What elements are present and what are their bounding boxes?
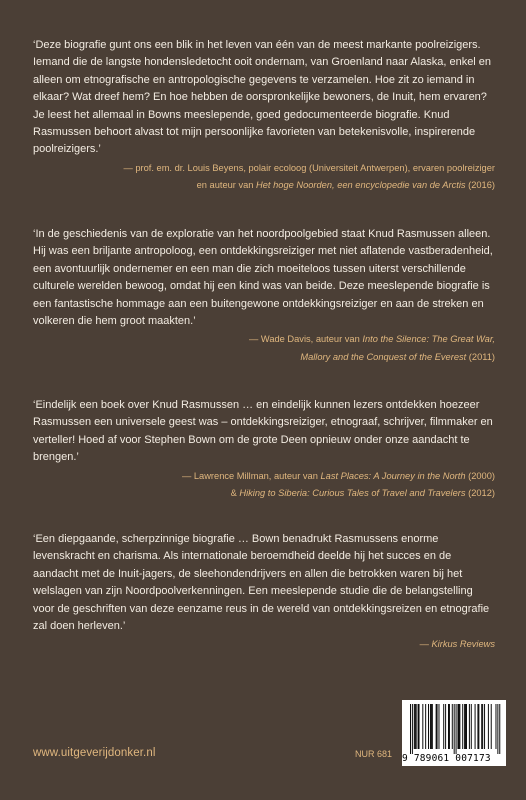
barcode-bar <box>431 704 432 749</box>
quote-text: ‘Een diepgaande, scherpzinnige biografie … Bown benadrukt Rasmussens enorme levenskracht en charisma. Als internationale beroemdheid deelde hij het succes en de aandacht met de Inuit-jagers, de sleehondendrijvers en allen die betrokken waren bij het welslagen van zijn Noordpoolverkenningen. Een meeslepende studie die de belangstelling voor de geschriften van deze eenzame reus in de wereld van ontdekkingsreizen en etnografie zal doen herleven.’ <box>33 533 490 633</box>
attribution-text: — <box>419 639 432 650</box>
barcode-bar <box>448 704 449 749</box>
barcode-bar <box>497 704 498 754</box>
barcode-bar <box>452 704 453 749</box>
barcode-bar <box>425 704 426 749</box>
barcode-bar <box>459 704 460 749</box>
quote-text: ‘Deze biografie gunt ons een blik in het leven van één van de meest markante poolreizigers. Iemand die de langste hondensledetocht ooit ondernam, van Groenland naar Alaska, enkel en alleen om etnografische en antropologische gegevens te verzamelen. Hoe zit zo iemand in elkaar? Wat dreef hem? En hoe hebben de oorspronkelijke bewoners, de Inuit, hem ervaren? Je leest het allemaal in Bowns meeslepende, goed gedocumenteerde biografie. Knud Rasmussen behoort alvast tot mijn persoonlijke favorieten van betekenisvolle, inspirerende poolreizigers.’ <box>33 39 492 156</box>
barcode-bar <box>499 704 500 754</box>
barcode-bar <box>412 704 413 754</box>
barcode-bar <box>458 704 459 749</box>
barcode-bar <box>466 704 467 749</box>
quote-attribution <box>33 160 495 195</box>
barcode-bars <box>402 700 506 754</box>
barcode-bar <box>496 704 497 749</box>
book-title: Mallory and the Conquest of the Everest <box>300 351 467 362</box>
barcode-bar <box>422 704 423 749</box>
attribution-line: — prof. em. dr. Louis Beyens, polair ecoloog (Universiteit Antwerpen), ervaren poolreiziger <box>123 162 495 173</box>
attribution-line <box>33 468 495 485</box>
attribution-text: en auteur van <box>196 180 257 191</box>
isbn-digits: 9 789061 007173 <box>402 753 491 764</box>
barcode-bar <box>437 704 438 749</box>
barcode-bar <box>482 704 483 749</box>
quote-text: ‘Eindelijk een boek over Knud Rasmussen … en eindelijk kunnen lezers ontdekken hoezeer Rasmussen een universele geest was – ontdekkingsreiziger, etnograaf, schrijver, filmmaker en verteller! Hoed af voor Stephen Bown om de grote Deen opnieuw onder onze aandacht te brengen.’ <box>33 399 493 464</box>
quote-beyens <box>33 37 495 195</box>
barcode-bar <box>481 704 482 749</box>
barcode-bar <box>488 704 489 749</box>
attribution-year: (2012) <box>465 488 495 499</box>
attribution-text: & <box>230 488 240 499</box>
attribution-year: (2011) <box>466 351 495 362</box>
book-title: Het hoge Noorden, een encyclopedie van de Arctis <box>256 180 466 191</box>
quote-attribution <box>33 636 495 653</box>
barcode-bar <box>464 704 465 749</box>
book-title: Hiking to Siberia: Curious Tales of Travel and Travelers <box>239 488 466 499</box>
attribution-text: — Lawrence Millman, auteur van <box>182 470 321 481</box>
barcode-bar <box>477 704 478 749</box>
barcode-bar <box>449 704 450 749</box>
barcode-bar <box>462 704 463 749</box>
attribution-year: (2000) <box>465 470 495 481</box>
barcode-bar <box>414 704 415 749</box>
barcode-bar <box>432 704 433 749</box>
barcode-bar <box>471 704 472 749</box>
barcode-bar <box>419 704 420 749</box>
quote-davis <box>33 226 495 366</box>
quote-attribution <box>33 468 495 503</box>
barcode-bar <box>475 704 476 749</box>
barcode-bar <box>491 704 492 749</box>
quote-millman <box>33 397 495 502</box>
attribution-text: — Wade Davis, auteur van <box>249 334 363 345</box>
publication-name: Kirkus Reviews <box>431 639 495 650</box>
attribution-year: (2016) <box>465 180 495 191</box>
barcode-bar <box>469 704 470 749</box>
barcode-bar <box>478 704 479 749</box>
book-title: Last Places: A Journey in the North <box>320 470 466 481</box>
barcode-bar <box>410 704 411 754</box>
barcode-bar <box>439 704 440 749</box>
barcode-bar <box>418 704 419 749</box>
barcode-bar <box>458 704 459 749</box>
quote-text: ‘In de geschiedenis van de exploratie van het noordpoolgebied staat Knud Rasmussen alleen. Hij was een briljante antropoloog, een ontdekkingsreiziger met niet aflatende vastberadenheid, een avontuurlijk ondernemer en een man die zich moeiteloos tussen uiterst verschillende culturele werelden bewoog, omdat hij een kind was van beide. Deze meeslepende biografie is een fantastische hommage aan een buitengewone ontdekkingsreiziger en aan de streken en volkeren die hem groot maakten.’ <box>33 228 493 328</box>
barcode-bar <box>428 704 429 749</box>
isbn-barcode <box>402 700 506 766</box>
barcode-bar <box>416 704 417 749</box>
barcode-bar <box>415 704 416 749</box>
publisher-website-link[interactable]: www.uitgeverijdonker.nl <box>33 747 156 759</box>
barcode-bar <box>454 704 455 754</box>
attribution-line <box>33 636 495 653</box>
attribution-line <box>33 331 495 348</box>
barcode-bar <box>445 704 446 749</box>
barcode-bar <box>430 704 431 749</box>
attribution-line <box>33 349 495 366</box>
barcode-bar <box>456 704 457 754</box>
barcode-bar <box>443 704 444 749</box>
barcode-bar <box>465 704 466 749</box>
nur-code: NUR 681 <box>355 749 393 759</box>
barcode-bar <box>436 704 437 749</box>
quote-kirkus <box>33 531 495 654</box>
barcode-bar <box>484 704 485 749</box>
quote-attribution <box>33 331 495 366</box>
book-title: Into the Silence: The Great War, <box>362 334 495 345</box>
attribution-line <box>33 177 495 194</box>
attribution-line <box>33 485 495 502</box>
